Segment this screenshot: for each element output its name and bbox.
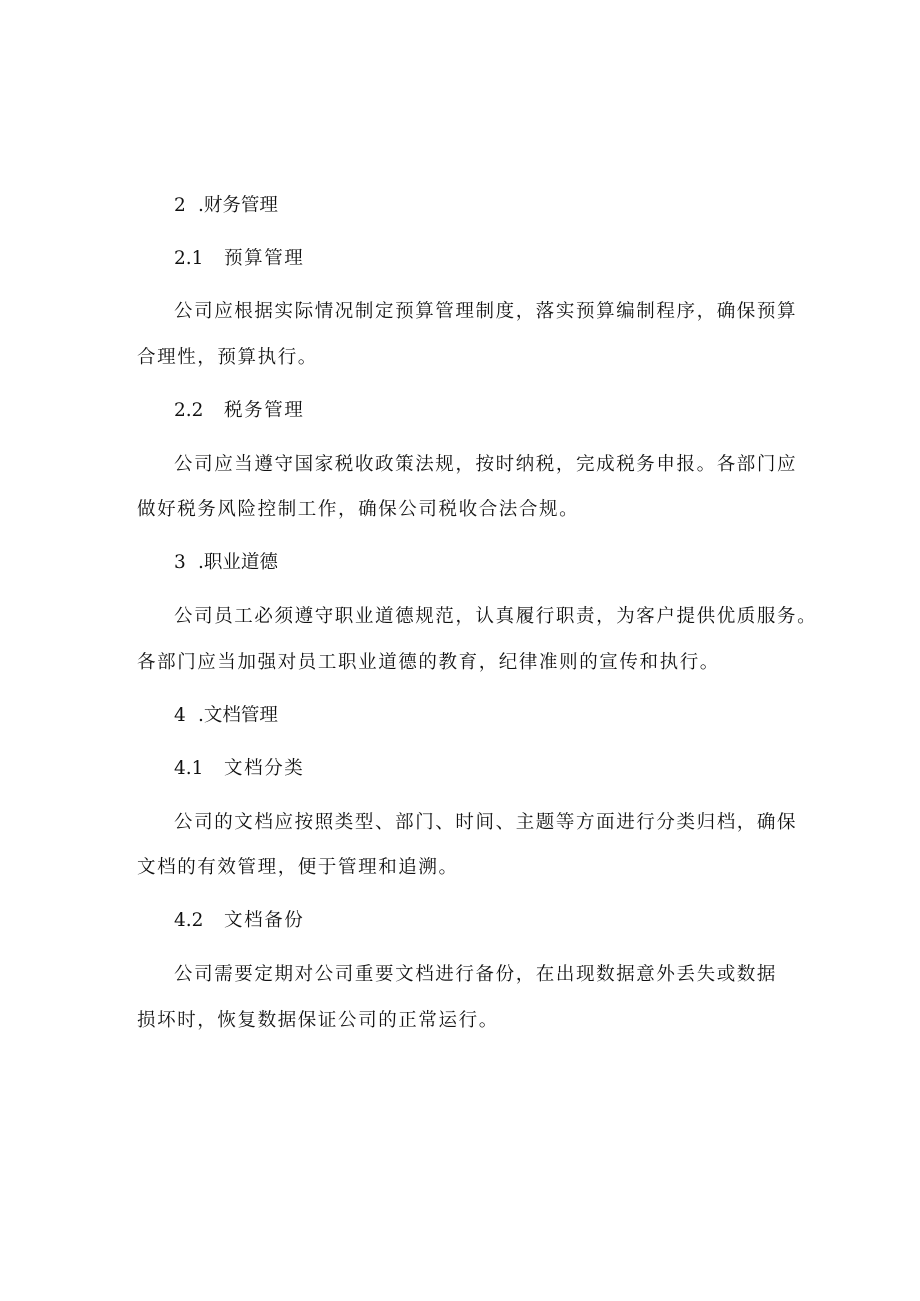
subsection-number: 4.1	[174, 758, 204, 779]
subsection-number: 4.2	[174, 910, 204, 931]
subsection-heading	[174, 756, 304, 782]
subsection-title: 文档分类	[224, 758, 305, 779]
paragraph-line: 文档的有效管理，便于管理和追溯。	[137, 857, 459, 878]
section-title: .职业道德	[198, 552, 278, 573]
subsection-number: 2.1	[174, 248, 204, 269]
paragraph-line: 合理性，预算执行。	[137, 347, 318, 368]
subsection-title: 文档备份	[224, 910, 305, 931]
section-heading	[174, 550, 278, 576]
section-title: .文档管理	[198, 705, 278, 726]
section-number: 4	[174, 705, 186, 726]
subsection-title: 税务管理	[224, 400, 305, 421]
paragraph-line: 损坏时，恢复数据保证公司的正常运行。	[137, 1010, 499, 1031]
paragraph-line: 公司需要定期对公司重要文档进行备份，在出现数据意外丢失或数据	[174, 964, 778, 985]
subsection-title: 预算管理	[224, 248, 305, 269]
subsection-heading	[174, 398, 304, 424]
section-heading	[174, 193, 278, 219]
subsection-number: 2.2	[174, 400, 204, 421]
paragraph-line: 公司员工必须遵守职业道德规范，认真履行职责，为客户提供优质服务。	[174, 606, 818, 627]
paragraph-line: 公司应根据实际情况制定预算管理制度，落实预算编制程序，确保预算	[174, 301, 798, 322]
subsection-heading	[174, 908, 304, 934]
paragraph-line: 各部门应当加强对员工职业道德的教育，纪律准则的宣传和执行。	[137, 652, 720, 673]
section-number: 2	[174, 195, 186, 216]
section-number: 3	[174, 552, 186, 573]
subsection-heading	[174, 246, 304, 272]
paragraph-line: 公司的文档应按照类型、部门、时间、主题等方面进行分类归档，确保	[174, 812, 798, 833]
paragraph-line: 做好税务风险控制工作，确保公司税收合法合规。	[137, 499, 580, 520]
section-heading	[174, 703, 278, 729]
section-title: .财务管理	[198, 195, 278, 216]
paragraph-line: 公司应当遵守国家税收政策法规，按时纳税，完成税务申报。各部门应	[174, 454, 798, 475]
